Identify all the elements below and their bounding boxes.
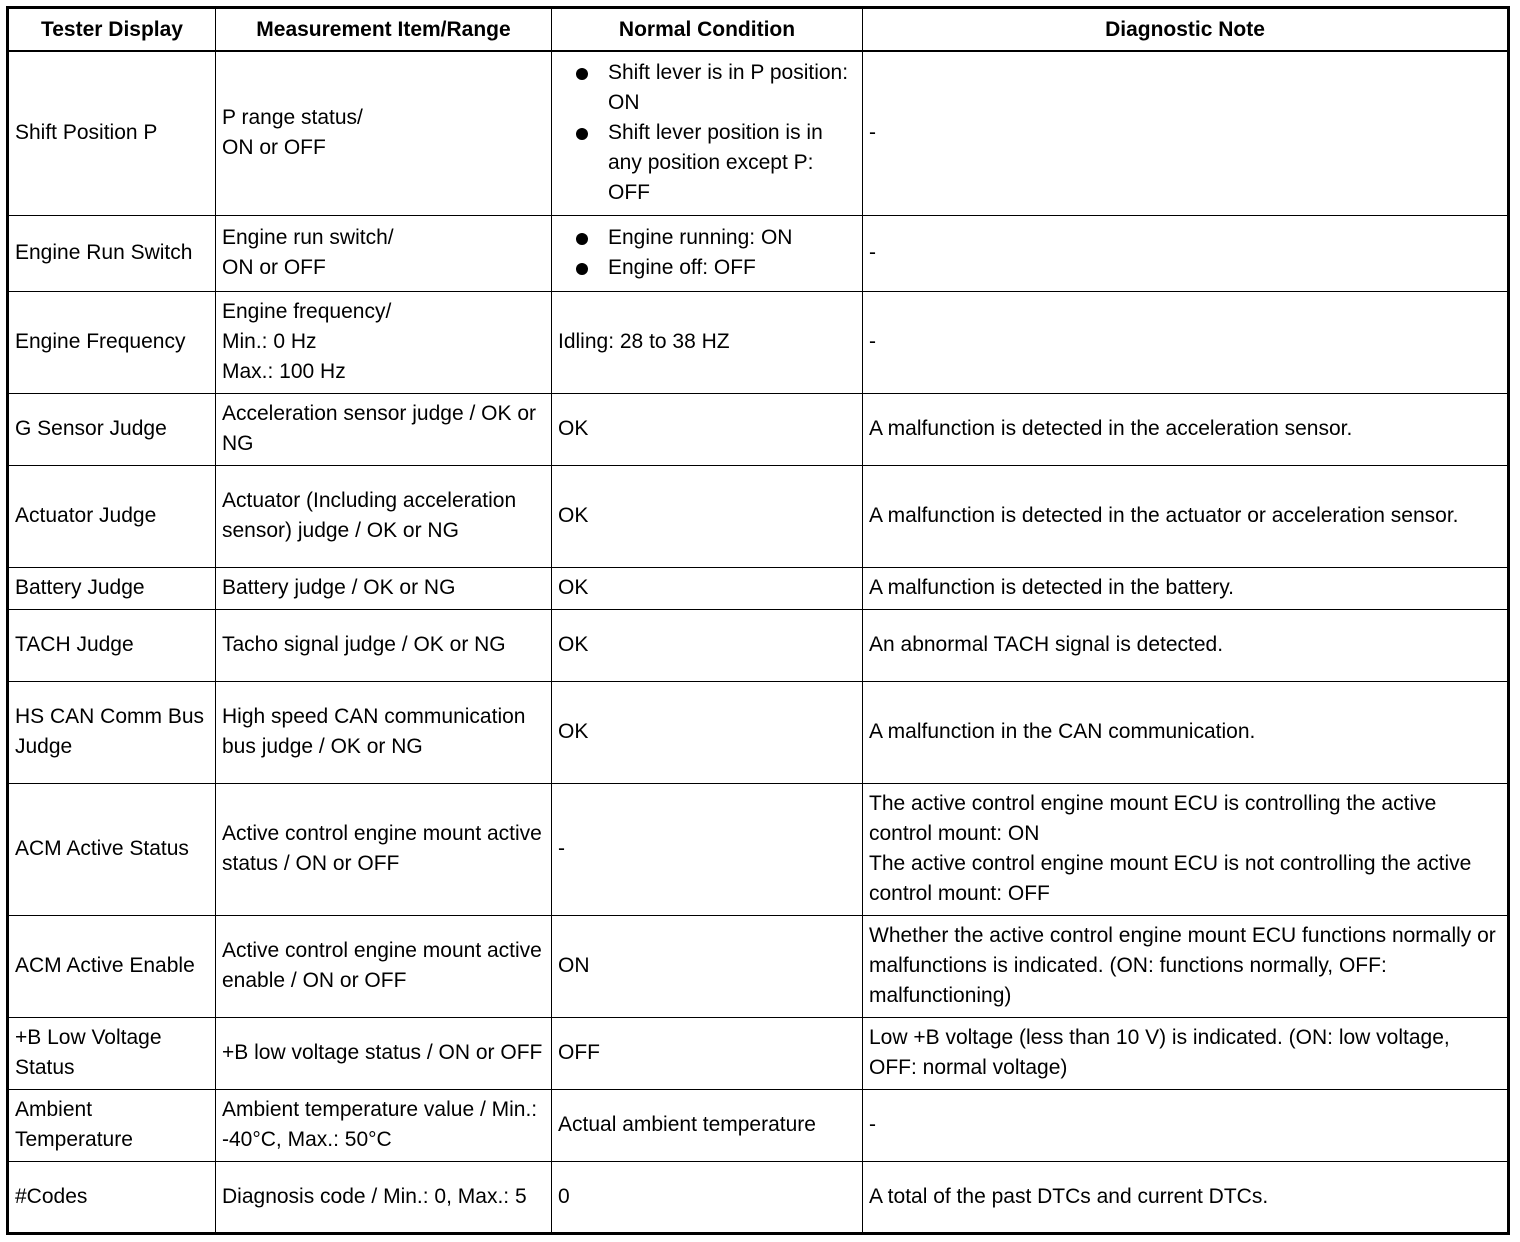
tester-display-cell xyxy=(8,915,216,1017)
tester-display-line: ACM Active Status xyxy=(15,837,189,860)
diagnostic-note-cell xyxy=(863,915,1509,1017)
table-row xyxy=(8,215,1509,291)
measurement-cell xyxy=(216,609,552,681)
table-row xyxy=(8,609,1509,681)
measurement-cell xyxy=(216,51,552,215)
normal-condition-bullet: Shift lever is in P position: ON xyxy=(558,58,856,118)
table-row xyxy=(8,1089,1509,1161)
tester-display-line: Ambient Temperature xyxy=(15,1098,133,1151)
normal-condition-cell: 0 xyxy=(552,1161,863,1233)
diagnostic-note-line: A malfunction is detected in the acceleration sensor. xyxy=(869,417,1353,440)
normal-condition-bullet: Engine off: OFF xyxy=(558,253,856,283)
tester-display-line: Battery Judge xyxy=(15,576,145,599)
measurement-line: ON or OFF xyxy=(222,256,326,279)
normal-condition-list xyxy=(558,223,856,283)
measurement-line: Active control engine mount active enable / ON or OFF xyxy=(222,939,542,992)
diagnostic-note-line: A malfunction is detected in the battery. xyxy=(869,576,1234,599)
tester-display-cell xyxy=(8,291,216,393)
diagnostic-note-cell xyxy=(863,783,1509,915)
measurement-line: Min.: 0 Hz xyxy=(222,330,317,353)
diagnostic-note-cell xyxy=(863,1161,1509,1233)
normal-condition-bullet: Engine running: ON xyxy=(558,223,856,253)
tester-display-cell xyxy=(8,1017,216,1089)
diagnostic-note-cell: - xyxy=(863,215,1509,291)
table-row xyxy=(8,567,1509,609)
header-tester-display: Tester Display xyxy=(8,8,216,52)
normal-condition-cell: OK xyxy=(552,393,863,465)
normal-condition-cell xyxy=(552,215,863,291)
tester-display-line: Engine Run Switch xyxy=(15,241,193,264)
diagnostic-note-cell xyxy=(863,465,1509,567)
diagnostic-note-line: The active control engine mount ECU is controlling the active control mount: ON xyxy=(869,792,1437,845)
tester-display-line: G Sensor Judge xyxy=(15,417,167,440)
measurement-line: Active control engine mount active status / ON or OFF xyxy=(222,822,542,875)
measurement-line: Ambient temperature value / Min.: -40°C, Max.: 50°C xyxy=(222,1098,538,1151)
measurement-line: Tacho signal judge / OK or NG xyxy=(222,633,506,656)
measurement-line: ON or OFF xyxy=(222,136,326,160)
header-diagnostic-note: Diagnostic Note xyxy=(863,8,1509,52)
diagnostic-note-line: The active control engine mount ECU is not controlling the active control mount: OFF xyxy=(869,852,1472,905)
tester-display-line: Actuator Judge xyxy=(15,504,157,527)
measurement-line: +B low voltage status / ON or OFF xyxy=(222,1041,543,1064)
tester-display-cell xyxy=(8,215,216,291)
diagnostic-note-cell xyxy=(863,393,1509,465)
table-row xyxy=(8,51,1509,215)
measurement-line: High speed CAN communication bus judge / OK or NG xyxy=(222,705,526,758)
measurement-line: Actuator (Including acceleration sensor) judge / OK or NG xyxy=(222,489,517,542)
measurement-line: Max.: 100 Hz xyxy=(222,360,346,383)
tester-display-line: +B Low Voltage Status xyxy=(15,1026,162,1079)
header-measurement-item: Measurement Item/Range xyxy=(216,8,552,52)
table-row xyxy=(8,1161,1509,1233)
diagnostic-note-line: An abnormal TACH signal is detected. xyxy=(869,633,1224,656)
diagnostic-note-cell: - xyxy=(863,291,1509,393)
measurement-cell xyxy=(216,1017,552,1089)
table-row xyxy=(8,1017,1509,1089)
normal-condition-cell: OK xyxy=(552,609,863,681)
measurement-cell xyxy=(216,393,552,465)
tester-display-line: ACM Active Enable xyxy=(15,954,195,977)
tester-display-cell xyxy=(8,681,216,783)
tester-display-line: #Codes xyxy=(15,1184,88,1208)
measurement-cell xyxy=(216,567,552,609)
measurement-line: Diagnosis code / Min.: 0, Max.: 5 xyxy=(222,1184,527,1208)
normal-condition-cell: ON xyxy=(552,915,863,1017)
tester-display-cell xyxy=(8,609,216,681)
measurement-cell xyxy=(216,465,552,567)
normal-condition-cell: OK xyxy=(552,681,863,783)
measurement-cell xyxy=(216,1161,552,1233)
header-row xyxy=(8,8,1509,52)
diagnostic-note-line: Low +B voltage (less than 10 V) is indicated. (ON: low voltage, OFF: normal voltage) xyxy=(869,1026,1450,1079)
measurement-line: Acceleration sensor judge / OK or NG xyxy=(222,402,536,455)
tester-display-cell xyxy=(8,51,216,215)
tester-display-line: HS CAN Comm Bus Judge xyxy=(15,705,205,758)
diagnostic-note-line: A malfunction in the CAN communication. xyxy=(869,720,1256,743)
table-row xyxy=(8,393,1509,465)
normal-condition-cell: Actual ambient temperature xyxy=(552,1089,863,1161)
table-row xyxy=(8,915,1509,1017)
normal-condition-bullet: Shift lever position is in any position except P: OFF xyxy=(558,118,856,208)
tester-display-line: TACH Judge xyxy=(15,633,134,656)
diagnostic-note-cell xyxy=(863,609,1509,681)
tester-display-line: Shift Position P xyxy=(15,121,158,145)
measurement-line: Engine run switch/ xyxy=(222,226,394,249)
normal-condition-cell: - xyxy=(552,783,863,915)
measurement-cell xyxy=(216,915,552,1017)
measurement-cell xyxy=(216,215,552,291)
measurement-cell xyxy=(216,291,552,393)
table-row xyxy=(8,783,1509,915)
table-row xyxy=(8,291,1509,393)
measurement-cell xyxy=(216,1089,552,1161)
table-row xyxy=(8,681,1509,783)
diagnostic-note-cell: - xyxy=(863,1089,1509,1161)
measurement-line: P range status/ xyxy=(222,106,363,130)
measurement-cell xyxy=(216,681,552,783)
diagnostic-note-cell xyxy=(863,567,1509,609)
tester-display-cell xyxy=(8,567,216,609)
diagnostic-note-cell xyxy=(863,1017,1509,1089)
measurement-cell xyxy=(216,783,552,915)
tester-display-cell xyxy=(8,465,216,567)
diagnostic-note-line: A malfunction is detected in the actuator or acceleration sensor. xyxy=(869,504,1459,527)
normal-condition-cell xyxy=(552,51,863,215)
tester-display-cell xyxy=(8,783,216,915)
diagnostic-note-cell: - xyxy=(863,51,1509,215)
tester-display-cell xyxy=(8,393,216,465)
measurement-line: Engine frequency/ xyxy=(222,300,392,323)
normal-condition-cell: OK xyxy=(552,567,863,609)
diagnostic-note-cell xyxy=(863,681,1509,783)
normal-condition-list xyxy=(558,58,856,208)
table-row xyxy=(8,465,1509,567)
normal-condition-cell: OFF xyxy=(552,1017,863,1089)
diagnostic-note-line: Whether the active control engine mount ECU functions normally or malfunctions is indicated. (ON: functions normally, OFF: malfunctioning) xyxy=(869,924,1496,1007)
normal-condition-cell: Idling: 28 to 38 HZ xyxy=(552,291,863,393)
diagnostic-note-line: A total of the past DTCs and current DTCs. xyxy=(869,1184,1269,1208)
tester-data-table xyxy=(6,6,1510,1235)
tester-display-line: Engine Frequency xyxy=(15,330,186,353)
tester-display-cell xyxy=(8,1161,216,1233)
measurement-line: Battery judge / OK or NG xyxy=(222,576,456,599)
tester-display-cell xyxy=(8,1089,216,1161)
header-normal-condition: Normal Condition xyxy=(552,8,863,52)
normal-condition-cell: OK xyxy=(552,465,863,567)
